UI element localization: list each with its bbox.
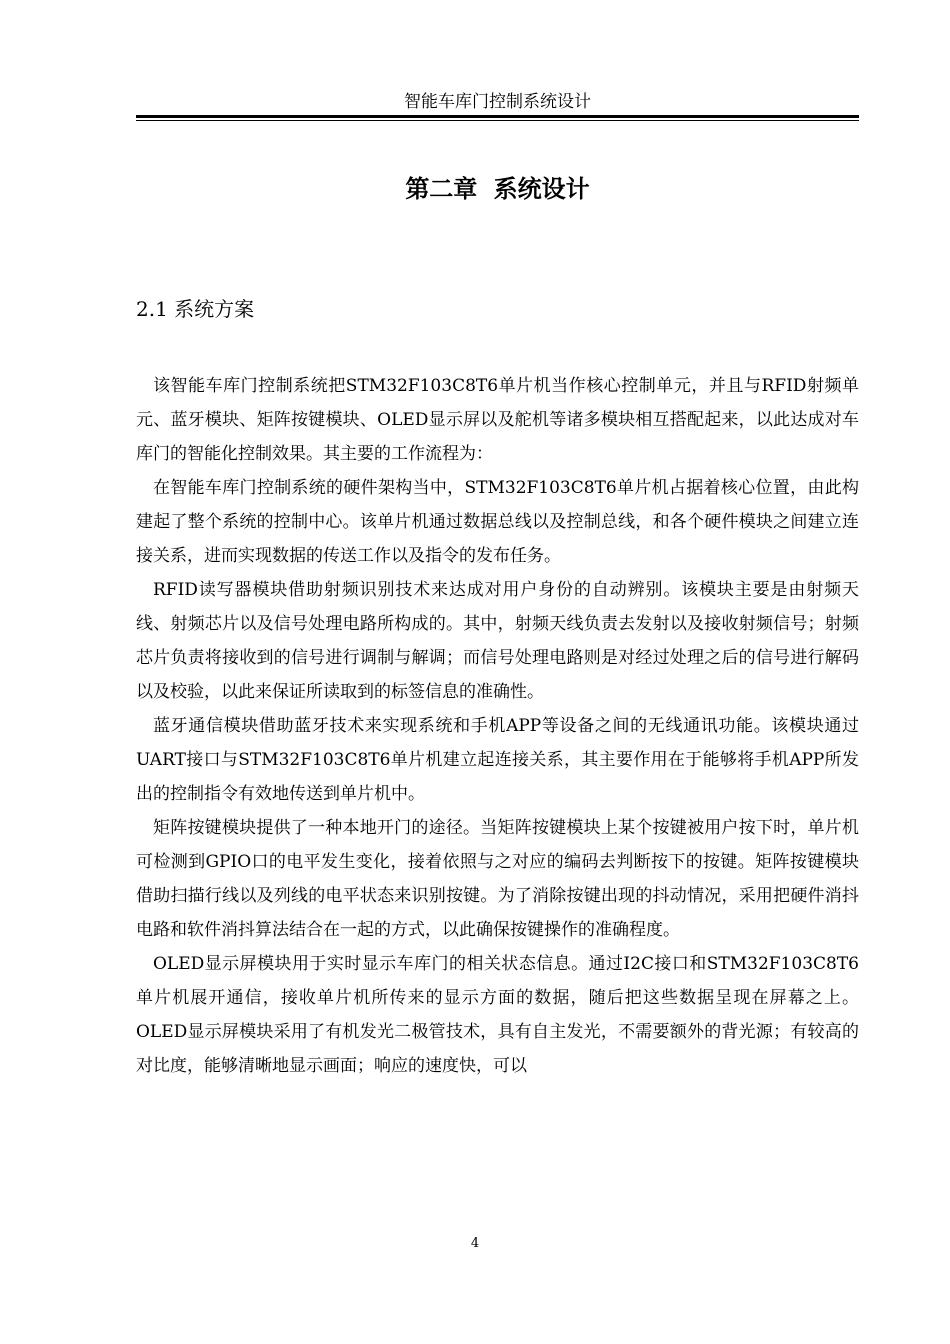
paragraph-mcu-core: 在智能车库门控制系统的硬件架构当中，STM32F103C8T6单片机占据着核心位置，由此构建起了整个系统的控制中心。该单片机通过数据总线以及控制总线，和各个硬件模块之间建立连接关系，进而实现数据的传送工作以及指令的发布任务。 [136,478,859,566]
chapter-title: 第二章 系统设计 [405,175,590,203]
section-title: 2.1 系统方案 [136,297,255,321]
paragraph-system-overview: 该智能车库门控制系统把STM32F103C8T6单片机当作核心控制单元，并且与RFID射频单元、蓝牙模块、矩阵按键模块、OLED显示屏以及舵机等诸多模块相互搭配起来，以此达成对车库门的智能化控制效果。其主要的工作流程为： [136,376,859,464]
page-number: 4 [470,1236,480,1251]
paragraph-bluetooth-module: 蓝牙通信模块借助蓝牙技术来实现系统和手机APP等设备之间的无线通讯功能。该模块通过UART接口与STM32F103C8T6单片机建立起连接关系，其主要作用在于能够将手机APP所发出的控制指令有效地传送到单片机中。 [136,716,859,804]
body-text [136,369,859,1083]
paragraph-oled-display: OLED显示屏模块用于实时显示车库门的相关状态信息。通过I2C接口和STM32F103C8T6单片机展开通信，接收单片机所传来的显示方面的数据，随后把这些数据呈现在屏幕之上。OLED显示屏模块采用了有机发光二极管技术，具有自主发光，不需要额外的背光源；有较高的对比度，能够清晰地显示画面；响应的速度快，可以 [136,954,859,1076]
running-header: 智能车库门控制系统设计 [404,92,591,112]
header-rule-thin [136,120,859,121]
header-rule-thick [136,115,859,118]
paragraph-matrix-keypad: 矩阵按键模块提供了一种本地开门的途径。当矩阵按键模块上某个按键被用户按下时，单片机可检测到GPIO口的电平发生变化，接着依照与之对应的编码去判断按下的按键。矩阵按键模块借助扫描行线以及列线的电平状态来识别按键。为了消除按键出现的抖动情况，采用把硬件消抖电路和软件消抖算法结合在一起的方式，以此确保按键操作的准确程度。 [136,818,859,940]
paragraph-rfid-module: RFID读写器模块借助射频识别技术来达成对用户身份的自动辨别。该模块主要是由射频天线、射频芯片以及信号处理电路所构成的。其中，射频天线负责去发射以及接收射频信号；射频芯片负责将接收到的信号进行调制与解调；而信号处理电路则是对经过处理之后的信号进行解码以及校验，以此来保证所读取到的标签信息的准确性。 [136,580,859,702]
